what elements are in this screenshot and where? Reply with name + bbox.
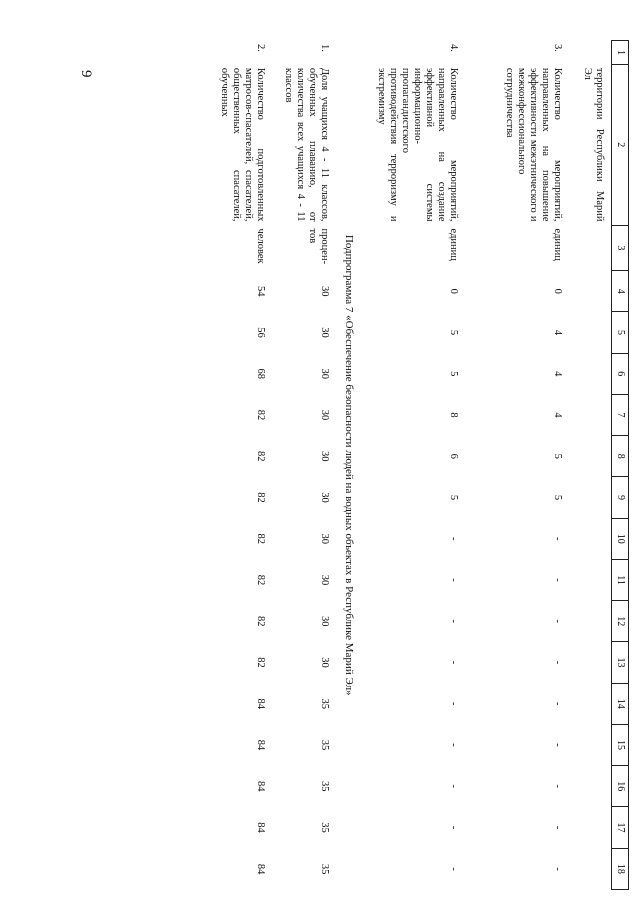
value-cell: 82	[255, 533, 267, 545]
column-number: 9	[612, 477, 629, 518]
value-cell: 30	[319, 451, 331, 462]
value-cell: 84	[255, 781, 267, 792]
value-cell: 30	[319, 574, 331, 586]
page-number: 9	[78, 70, 94, 78]
indicator-name: Количество мероприятий, направленных на создание эффективной системы информационно-пропагандистского противодействия терроризму и экстремизму	[375, 67, 459, 222]
value-cell: -	[552, 867, 563, 871]
value-cell: -	[552, 702, 563, 706]
indicators-table	[208, 40, 629, 890]
column-number: 18	[612, 848, 629, 889]
column-number: 16	[612, 766, 629, 807]
section-row	[336, 41, 361, 890]
value-cell: 4	[552, 329, 563, 336]
value-cell: -	[552, 537, 563, 541]
value-cell	[569, 477, 612, 518]
unit-cell: единиц	[552, 228, 563, 261]
value-cell	[569, 601, 612, 642]
value-cell: 82	[255, 492, 267, 503]
value-cell: 30	[319, 492, 331, 503]
column-number: 14	[612, 683, 629, 724]
value-cell: -	[448, 867, 459, 871]
value-cell: 35	[319, 863, 331, 875]
unit-cell: человек	[255, 228, 267, 264]
column-number: 2	[612, 64, 629, 225]
value-cell: -	[552, 660, 563, 665]
column-number: 17	[612, 807, 629, 848]
value-cell: 84	[255, 698, 267, 710]
table-row	[208, 41, 272, 890]
value-cell: 84	[255, 739, 267, 751]
value-cell: 0	[552, 288, 563, 294]
value-cell: 35	[319, 822, 331, 833]
value-cell	[569, 724, 612, 765]
value-cell	[569, 312, 612, 353]
value-cell	[569, 766, 612, 807]
value-cell	[569, 848, 612, 889]
value-cell: -	[448, 743, 459, 747]
value-cell: -	[552, 743, 563, 747]
column-number-row	[612, 41, 629, 890]
table-row	[361, 41, 465, 890]
row-number: 1.	[319, 44, 331, 52]
column-number: 12	[612, 601, 629, 642]
value-cell: 30	[319, 409, 331, 421]
value-cell: 56	[255, 327, 267, 338]
column-number: 15	[612, 724, 629, 765]
value-cell	[569, 683, 612, 724]
value-cell: 30	[319, 533, 331, 545]
value-cell: 30	[319, 327, 331, 338]
value-cell: -	[448, 825, 459, 830]
value-cell: 5	[448, 329, 459, 336]
column-number: 8	[612, 436, 629, 477]
unit-cell: процен-тов	[307, 228, 331, 265]
value-cell: -	[552, 825, 563, 830]
indicator-name: Количество подготовленных матросов-спасателей, спасателей, общественных спасателей, обученных	[219, 67, 267, 222]
column-number: 7	[612, 394, 629, 435]
value-cell: 8	[448, 412, 459, 418]
unit-cell	[569, 225, 612, 271]
value-cell: 6	[448, 453, 459, 459]
value-cell: -	[448, 660, 459, 665]
indicator-name: Доля учащихся 4 - 11 классов, обученных плаванию, от количества всех учащихся 4 - 11 классов	[283, 67, 331, 222]
value-cell: 0	[448, 288, 459, 294]
value-cell: -	[552, 578, 563, 582]
value-cell	[569, 353, 612, 394]
value-cell: 30	[319, 286, 331, 297]
value-cell	[569, 271, 612, 312]
value-cell: -	[448, 702, 459, 706]
value-cell: -	[448, 619, 459, 624]
row-number	[569, 41, 612, 65]
column-number: 5	[612, 312, 629, 353]
value-cell	[569, 394, 612, 435]
value-cell: -	[552, 619, 563, 624]
value-cell: 84	[255, 822, 267, 833]
column-number: 4	[612, 271, 629, 312]
row-number: 2.	[255, 44, 267, 52]
value-cell: 82	[255, 574, 267, 586]
value-cell: 82	[255, 616, 267, 627]
value-cell: 5	[552, 494, 563, 501]
section-title: Подпрограмма 7 «Обеспечение безопасности людей на водных объектах в Республике Марий Эл»	[343, 234, 355, 696]
value-cell	[569, 642, 612, 683]
value-cell: 4	[552, 371, 563, 377]
value-cell: 82	[255, 409, 267, 421]
column-number: 1	[612, 41, 629, 65]
table-row	[465, 41, 569, 890]
table-row	[272, 41, 336, 890]
value-cell: 5	[448, 371, 459, 377]
column-number: 6	[612, 353, 629, 394]
value-cell: 35	[319, 698, 331, 710]
value-cell: 82	[255, 451, 267, 462]
value-cell: 35	[319, 781, 331, 792]
column-number: 11	[612, 559, 629, 600]
table-row	[569, 41, 612, 890]
row-number: 4.	[448, 44, 459, 52]
value-cell: 68	[255, 368, 267, 380]
value-cell: -	[552, 784, 563, 789]
value-cell: 30	[319, 616, 331, 627]
value-cell: 54	[255, 286, 267, 297]
indicator-name: Количество мероприятий, направленных на повышение эффективности межэтнического и межконфессионального сотрудничества	[503, 67, 563, 222]
row-number: 3.	[552, 44, 563, 52]
value-cell	[569, 518, 612, 559]
value-cell: 4	[552, 412, 563, 418]
value-cell: -	[448, 578, 459, 582]
value-cell: 30	[319, 657, 331, 668]
value-cell	[569, 559, 612, 600]
value-cell: 5	[552, 453, 563, 459]
unit-cell: единиц	[448, 228, 459, 261]
value-cell	[569, 436, 612, 477]
column-number: 13	[612, 642, 629, 683]
value-cell: 82	[255, 657, 267, 668]
value-cell: -	[448, 784, 459, 789]
value-cell: 30	[319, 368, 331, 380]
value-cell: -	[448, 537, 459, 541]
value-cell: 5	[448, 494, 459, 501]
value-cell	[569, 807, 612, 848]
column-number: 10	[612, 518, 629, 559]
value-cell: 84	[255, 863, 267, 875]
indicator-name: территории Республики Марий Эл	[581, 67, 605, 222]
value-cell: 35	[319, 739, 331, 751]
column-number: 3	[612, 225, 629, 271]
